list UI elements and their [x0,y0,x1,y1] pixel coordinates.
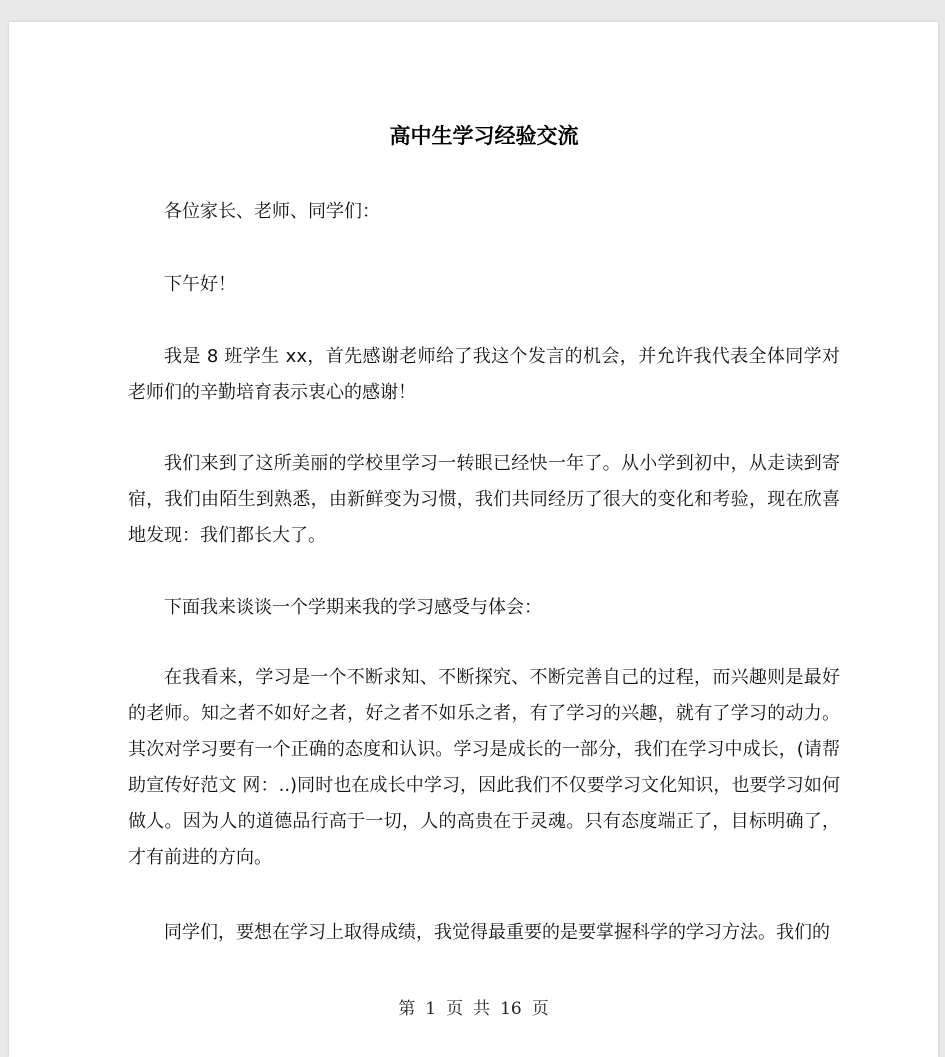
footer-page-number: 1 [425,999,437,1019]
document-page [9,22,938,1057]
footer-gong: 共 [473,999,491,1019]
footer-ye-end: 页 [531,999,549,1019]
paragraph-learning-view: 在我看来，学习是一个不断求知、不断探究、不断完善自己的过程，而兴趣则是最好的老师。知之者不如好之者，好之者不如乐之者，有了学习的兴趣，就有了学习的动力。其次对学习要有一个正确的态度和认识。学习是成长的一部分，我们在学习中成长，(请帮助宣传好范文 网：..)同时也在成长中学习，因此我们不仅要学习文化知识，也要学习如何做人。因为人的道德品行高于一切，人的高贵在于灵魂。只有态度端正了，目标明确了，才有前进的方向。 [128,667,840,868]
footer-di: 第 [398,999,416,1019]
paragraph-greeting: 各位家长、老师、同学们： [164,201,380,222]
footer-ye: 页 [446,999,464,1019]
page-footer [9,997,938,1021]
paragraph-lead-in: 下面我来谈谈一个学期来我的学习感受与体会： [164,597,542,618]
paragraph-learning-method: 同学们，要想在学习上取得成绩，我觉得最重要的是要掌握科学的学习方法。我们的 [164,922,830,943]
document-title: 高中生学习经验交流 [389,124,579,148]
paragraph-school-life: 我们来到了这所美丽的学校里学习一转眼已经快一年了。从小学到初中，从走读到寄宿，我们由陌生到熟悉，由新鲜变为习惯，我们共同经历了很大的变化和考验，现在欣喜地发现：我们都长大了。 [128,453,840,546]
footer-total-pages: 16 [500,999,522,1019]
paragraph-self-introduction: 我是 8 班学生 xx，首先感谢老师给了我这个发言的机会，并允许我代表全体同学对老师们的辛勤培育表示衷心的感谢！ [128,346,840,403]
paragraph-good-afternoon: 下午好！ [164,274,236,295]
